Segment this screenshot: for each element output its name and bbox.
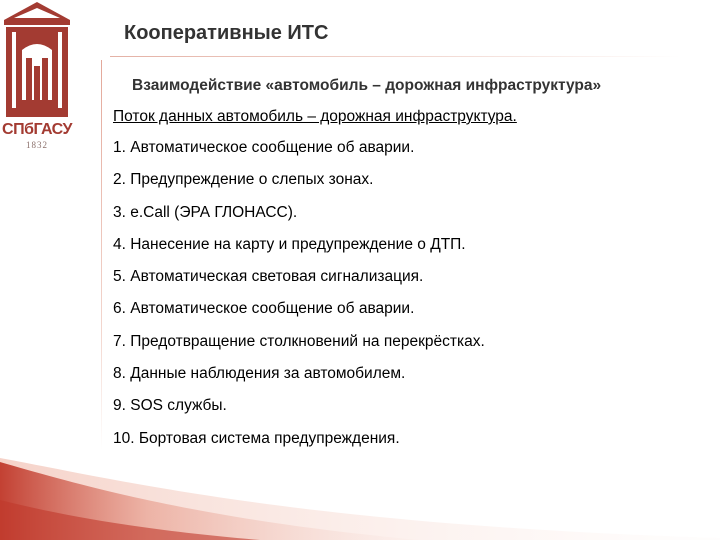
footer-decoration — [0, 440, 720, 540]
list-item: 3. e.Call (ЭРА ГЛОНАСС). — [113, 203, 298, 221]
slide-title: Кооперативные ИТС — [124, 22, 329, 44]
list-item: 10. Бортовая система предупреждения. — [113, 429, 400, 447]
list-item: 9. SOS службы. — [113, 397, 227, 415]
list-item: 5. Автоматическая световая сигнализация. — [113, 268, 424, 286]
list-item: 6. Автоматическое сообщение об аварии. — [113, 300, 415, 318]
list-item: 1. Автоматическое сообщение об аварии. — [113, 139, 415, 156]
list-item: 7. Предотвращение столкновений на перекрёстках. — [113, 332, 485, 350]
list-item: 4. Нанесение на карту и предупреждение о ДТП. — [113, 235, 466, 253]
side-divider — [101, 60, 102, 450]
items-list — [113, 138, 485, 461]
logo-year: 1832 — [26, 140, 48, 150]
slide-subtitle: Взаимодействие «автомобиль – дорожная инфраструктура» — [132, 77, 602, 94]
list-item: 8. Данные наблюдения за автомобилем. — [113, 365, 406, 383]
logo-caption: СПбГАСУ — [2, 121, 72, 138]
header-divider — [110, 56, 680, 57]
lead-text: Поток данных автомобиль – дорожная инфраструктура. — [113, 108, 517, 125]
list-item: 2. Предупреждение о слепых зонах. — [113, 171, 374, 189]
